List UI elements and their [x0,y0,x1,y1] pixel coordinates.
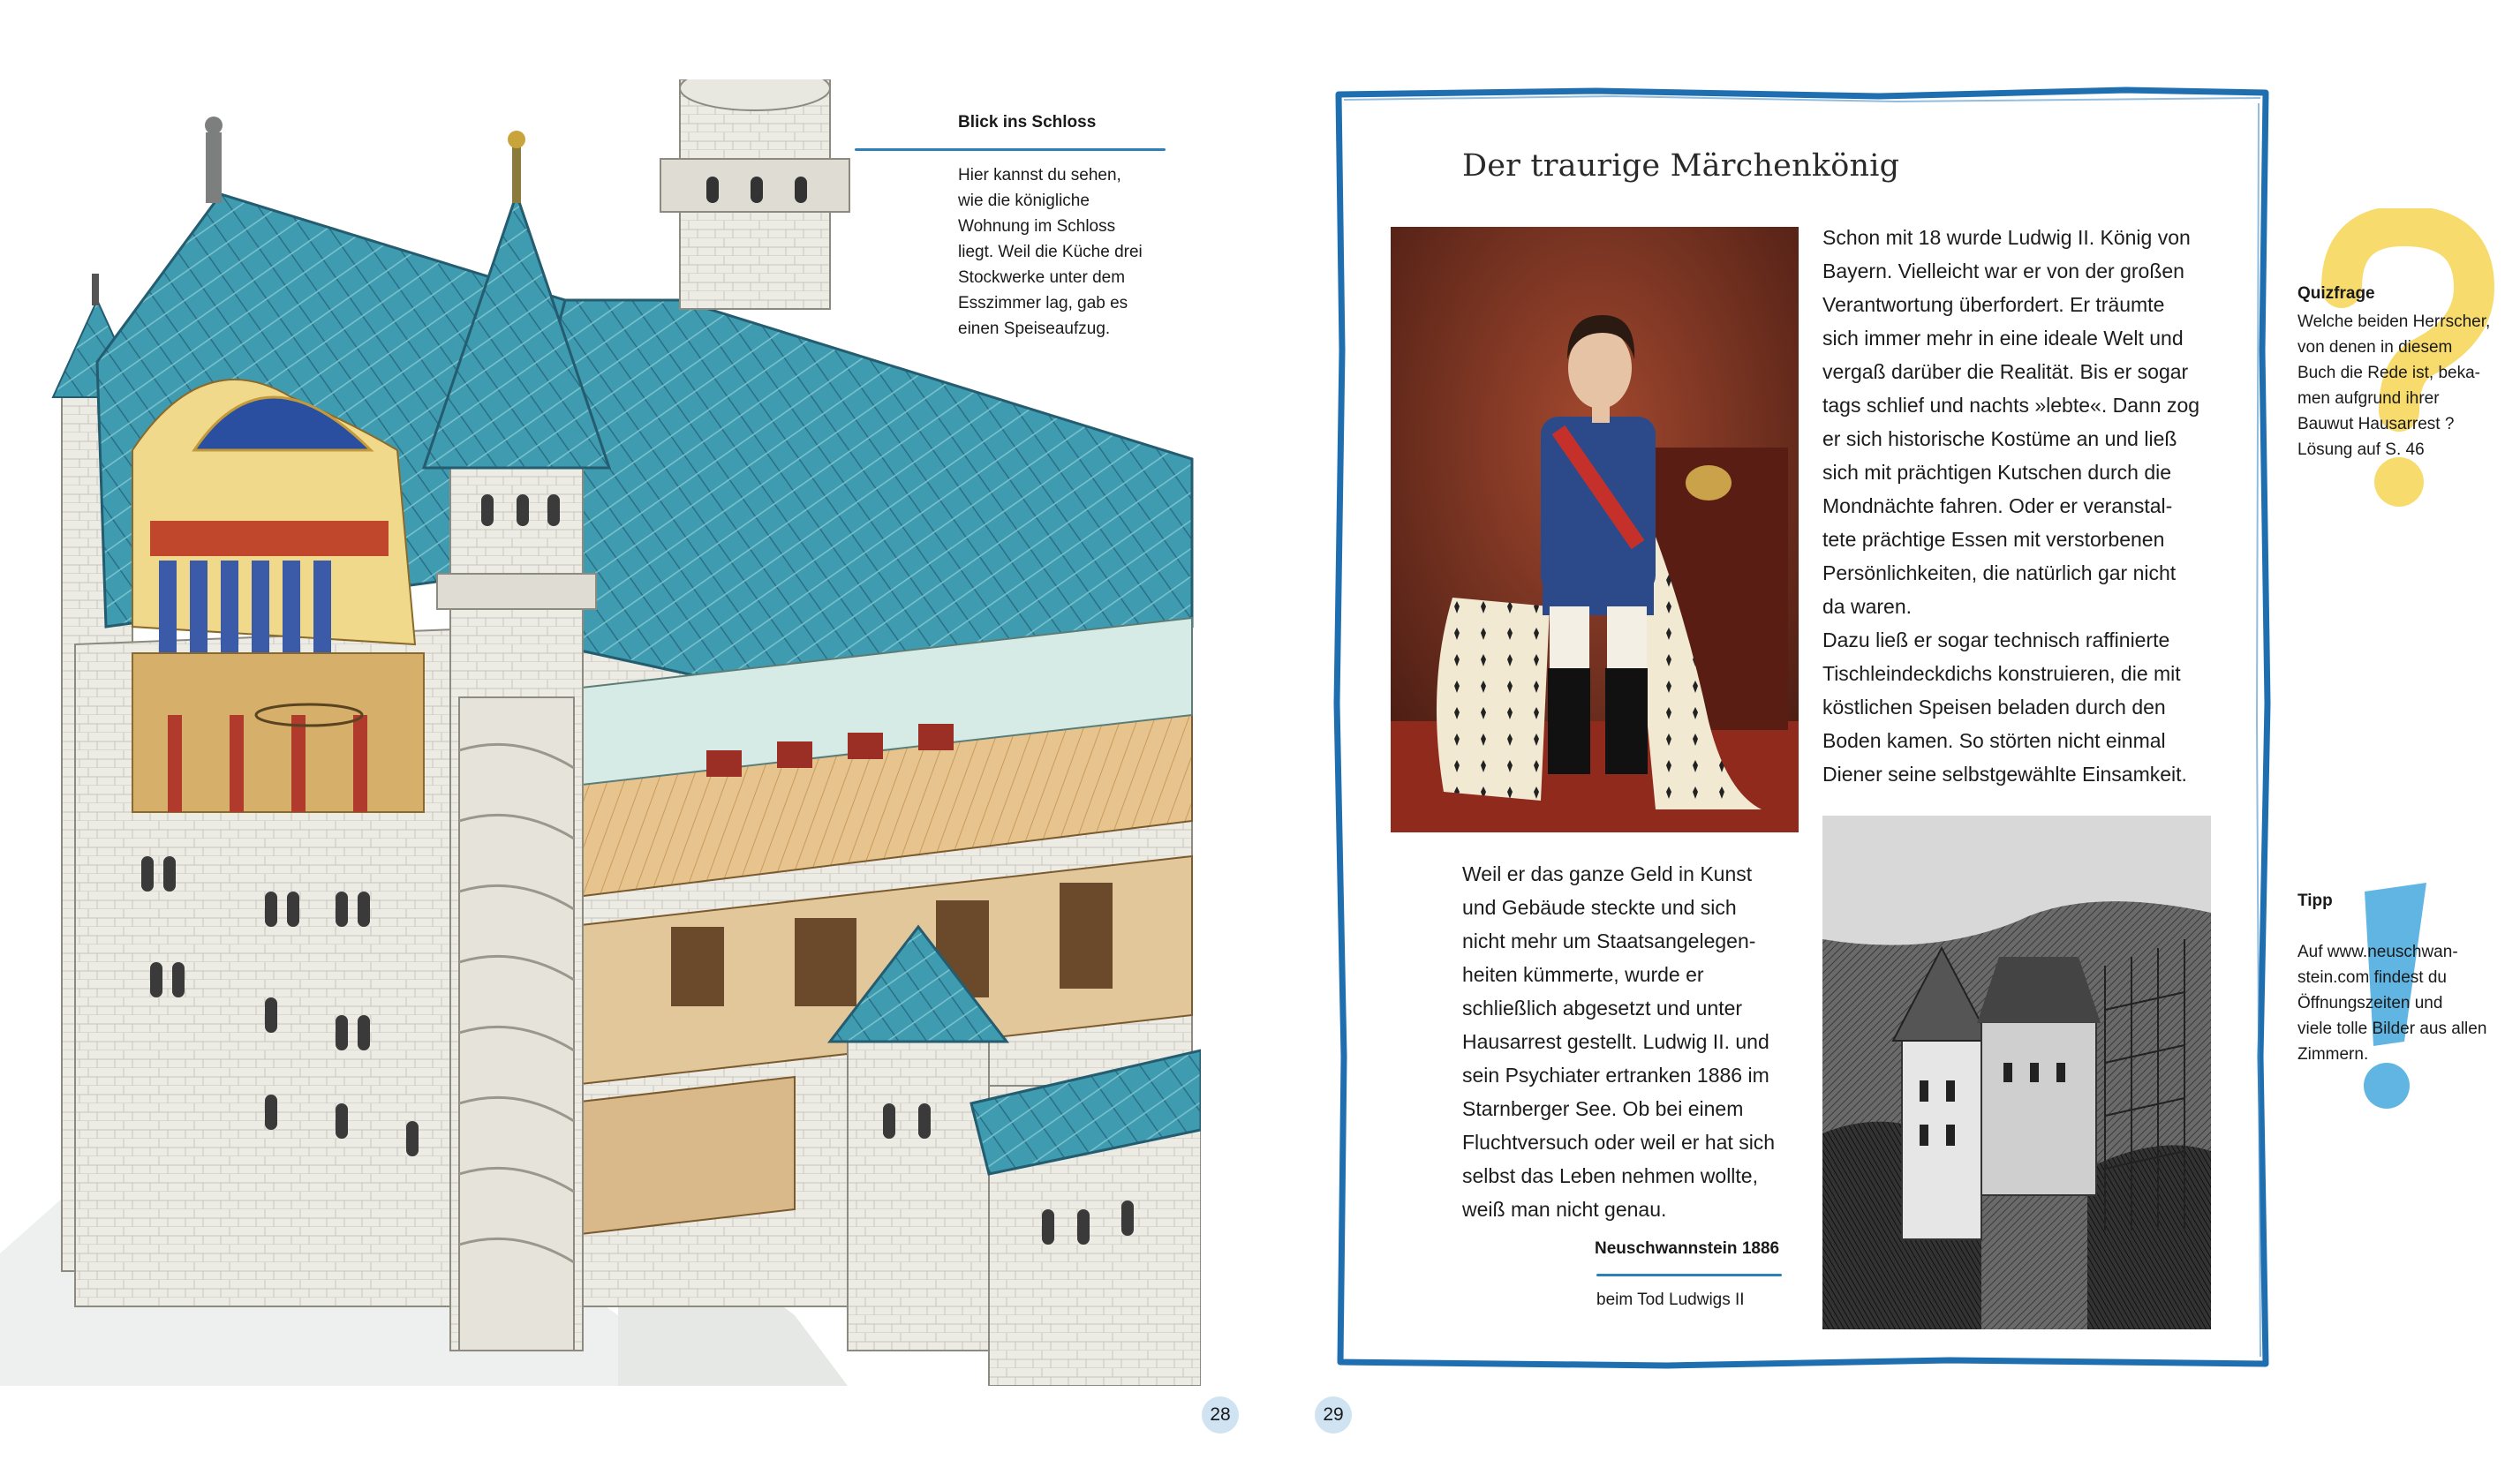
text-line: sich mit prächtigen Kutschen durch die [1822,461,2172,484]
caption-line: liegt. Weil die Küche drei [958,243,1143,261]
photo-caption-divider [1596,1274,1782,1276]
text-line: Dazu ließ er sogar technisch raffinierte [1822,628,2170,651]
text-line: sich immer mehr in eine ideale Welt und [1822,327,2184,350]
caption-line: einen Speiseaufzug. [958,320,1111,338]
tip-title: Tipp [2297,892,2333,910]
tip-line: viele tolle Bilder aus allen [2297,1020,2487,1038]
text-line: Verantwortung überfordert. Er träumte [1822,293,2165,316]
ludwig-portrait-image [1391,227,1799,832]
photo-caption-title: Neuschwannstein 1886 [1595,1239,1780,1258]
text-line: Fluchtversuch oder weil er hat sich [1462,1131,1776,1154]
caption-line: wie die königliche [958,192,1090,210]
text-line: sein Psychiater ertranken 1886 im [1462,1064,1769,1087]
text-line: Weil er das ganze Geld in Kunst [1462,862,1753,885]
text-line: selbst das Leben nehmen wollte, [1462,1164,1758,1187]
main-paragraph [1822,221,2211,791]
caption-line: Esszimmer lag, gab es [958,294,1128,312]
text-line: vergaß darüber die Realität. Bis er sogar [1822,360,2189,383]
tip-line: Zimmern. [2297,1045,2369,1064]
text-line: Starnberger See. Ob bei einem [1462,1097,1744,1120]
text-line: tags schlief und nachts »lebte«. Dann zog [1822,394,2200,417]
quiz-line: Buch die Rede ist, beka- [2297,364,2481,382]
quiz-line: Welche beiden Herrscher, [2297,312,2491,331]
caption-divider [855,148,1166,151]
text-line: er sich historische Kostüme an und ließ [1822,427,2177,450]
quiz-text [2297,309,2509,463]
page-title: Der traurige Märchenkönig [1462,148,1900,184]
tip-line: Auf www.neuschwan- [2297,943,2458,961]
tip-line: Öffnungszeiten und [2297,994,2443,1012]
text-line: tete prächtige Essen mit verstorbenen [1822,528,2165,551]
photo-caption-subtitle: beim Tod Ludwigs II [1596,1291,1745,1309]
second-paragraph [1462,857,1799,1226]
text-line: Schon mit 18 wurde Ludwig II. König von [1822,226,2191,249]
text-line: Persönlichkeiten, die natürlich gar nicht [1822,561,2177,584]
text-line: nicht mehr um Staatsangelegen- [1462,929,1756,952]
text-line: weiß man nicht genau. [1462,1198,1667,1221]
quiz-line: von denen in diesem [2297,338,2453,357]
page-number-left: 28 [1202,1396,1239,1434]
text-line: Hausarrest gestellt. Ludwig II. und [1462,1030,1769,1053]
neuschwanstein-engraving-image [1822,816,2211,1329]
quiz-line: Bauwut Hausarrest ? [2297,415,2455,433]
text-line: Mondnächte fahren. Oder er veranstal- [1822,494,2173,517]
text-line: Diener seine selbstgewählte Einsamkeit. [1822,763,2187,786]
caption-line: Wohnung im Schloss [958,217,1116,236]
text-line: Tischleindeckdichs konstruieren, die mit [1822,662,2181,685]
caption-line: Stockwerke unter dem [958,268,1126,287]
text-line: da waren. [1822,595,1913,618]
illustration-caption-text [958,162,1179,342]
text-line: Bayern. Vielleicht war er von der großen [1822,260,2184,282]
page-number-right: 29 [1315,1396,1352,1434]
quiz-line: men aufgrund ihrer [2297,389,2440,408]
text-line: und Gebäude steckte und sich [1462,896,1737,919]
text-line: köstlichen Speisen beladen durch den [1822,696,2166,719]
tip-text [2297,939,2509,1067]
tip-line: stein.com findest du [2297,968,2447,987]
caption-line: Hier kannst du sehen, [958,166,1121,184]
quiz-title: Quizfrage [2297,284,2375,303]
illustration-caption-title: Blick ins Schloss [958,113,1097,132]
text-line: Boden kamen. So störten nicht einmal [1822,729,2166,752]
text-line: heiten kümmerte, wurde er [1462,963,1704,986]
quiz-line: Lösung auf S. 46 [2297,440,2425,459]
text-line: schließlich abgesetzt und unter [1462,997,1743,1020]
